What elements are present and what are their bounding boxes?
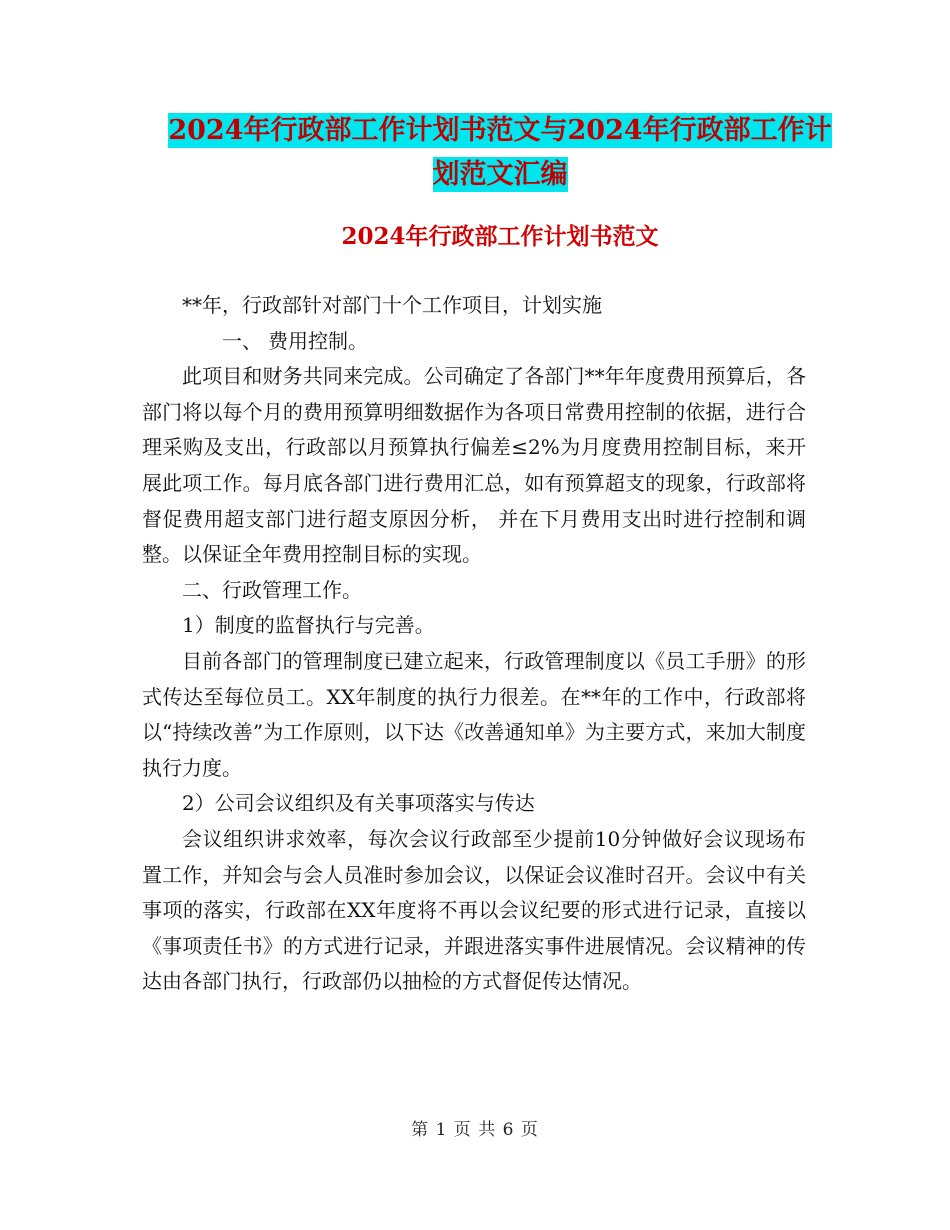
page-footer: 第 1 页 共 6 页	[411, 1120, 539, 1140]
paragraph-admin-heading: 二、行政管理工作。	[182, 577, 362, 602]
title-highlight: 2024年行政部工作计划书范文与2024年行政部工作计	[168, 115, 832, 146]
paragraph-cost-control: 此项目和财务共同来完成。公司确定了各部门**年年度费用预算后，各部门将以每个月的费用预算明细数据作为各项日常费用控制的依据，进行合理采购及支出，行政部以月预算执行偏差≤2%为月度费用控制目标，来开展此项工作。每月底各部门进行费用汇总，如有预算超支的现象，行政部将督促费用超支部门进行超支原因分析， 并在下月费用支出时进行控制和调整。以保证全年费用控制目标的实现。	[142, 364, 806, 567]
paragraph-rules-heading: 1）制度的监督执行与完善。	[182, 613, 435, 638]
document-title-line-1	[140, 106, 860, 156]
document-body	[142, 288, 806, 1000]
title-highlight: 划范文汇编	[432, 159, 568, 190]
document-title-line-2	[140, 150, 860, 200]
paragraph-intro: **年，行政部针对部门十个工作项目，计划实施	[182, 293, 602, 317]
paragraph-meetings-heading: 2）公司会议组织及有关事项落实与传达	[182, 791, 535, 816]
paragraph-rules: 目前各部门的管理制度已建立起来，行政管理制度以《员工手册》的形式传达至每位员工。XX年制度的执行力很差。在**年的工作中，行政部将以“持续改善”为工作原则，以下达《改善通知单》为主要方式，来加大制度执行力度。	[142, 648, 806, 780]
paragraph-meetings: 会议组织讲求效率，每次会议行政部至少提前10分钟做好会议现场布置工作，并知会与会人员准时参加会议，以保证会议准时召开。会议中有关事项的落实，行政部在XX年度将不再以会议纪要的形式进行记录，直接以《事项责任书》的方式进行记录，并跟进落实事件进展情况。会议精神的传达由各部门执行，行政部仍以抽检的方式督促传达情况。	[142, 826, 806, 994]
list-text: 费用控制。	[268, 328, 368, 353]
list-number: 一、	[222, 328, 262, 353]
list-item-cost-control	[142, 324, 806, 360]
section-heading: 2024年行政部工作计划书范文	[341, 223, 659, 250]
